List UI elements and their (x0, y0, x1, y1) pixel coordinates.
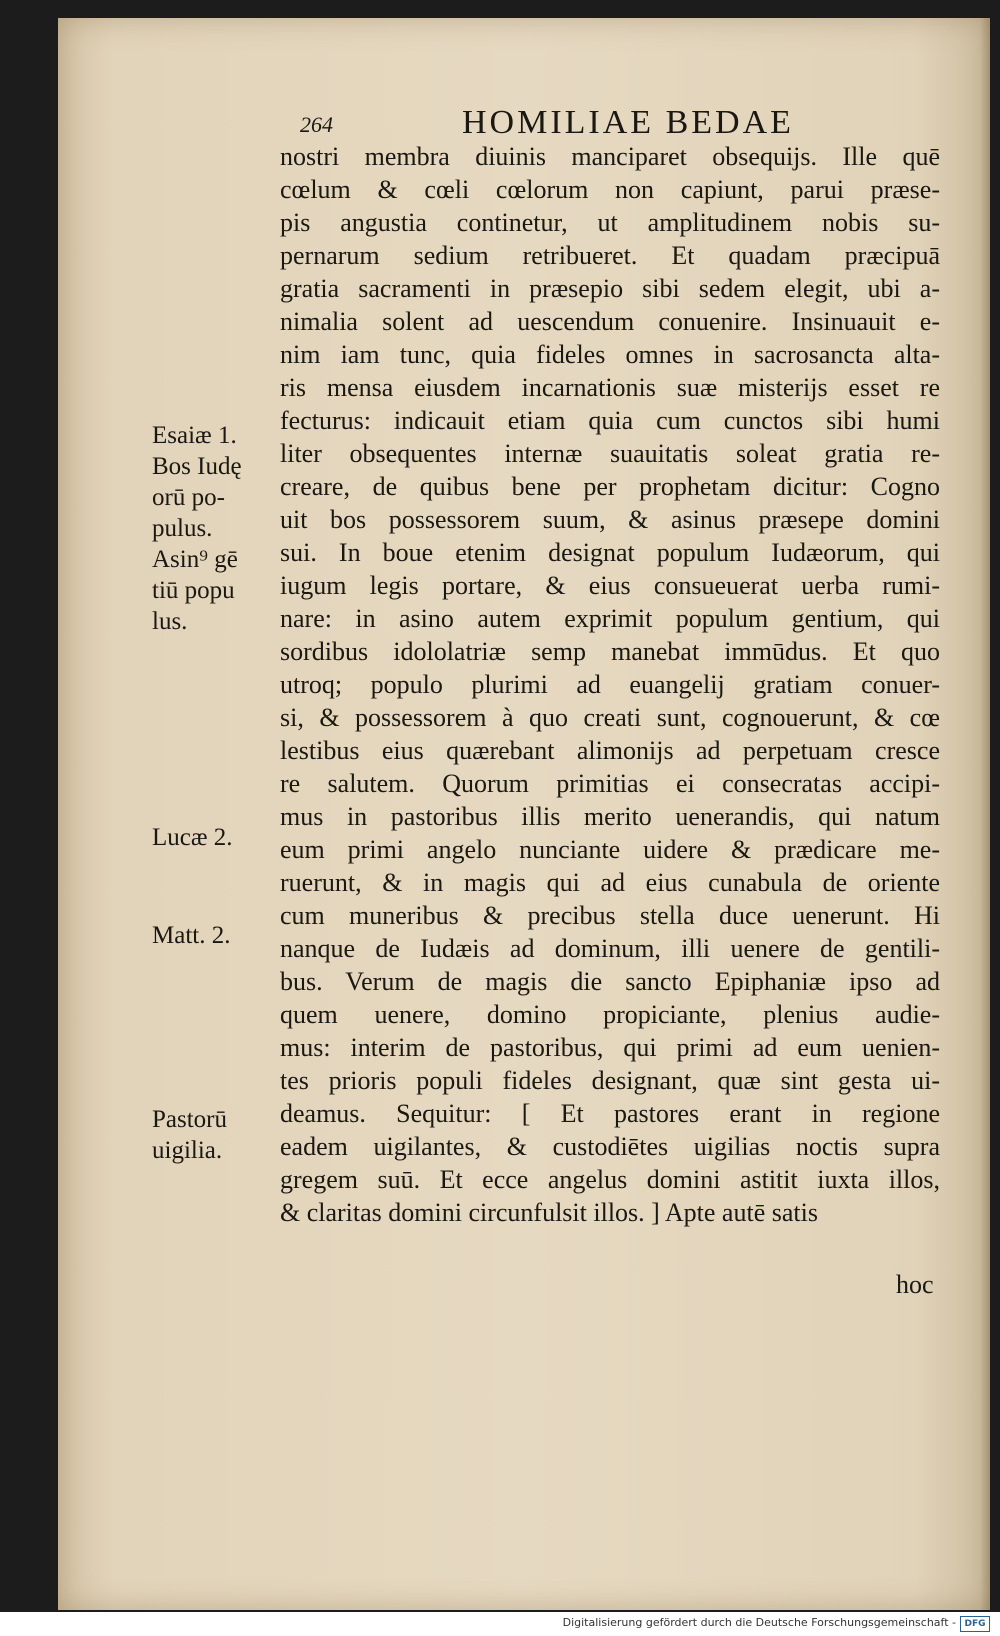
text-line: & claritas domini circunfulsit illos. ] Apte autē satis (280, 1198, 818, 1227)
text-line: pernarum sedium retribueret. Et quadam præcipuā (280, 241, 940, 270)
page-number: 264 (300, 112, 333, 137)
text-line: gregem suū. Et ecce angelus domini astitit iuxta illos, (280, 1165, 940, 1194)
body-text (280, 140, 940, 1229)
text-line: nim iam tunc, quia fideles omnes in sacrosancta alta- (280, 340, 940, 369)
margin-note-line: orū po- (152, 484, 225, 511)
text-line: pis angustia continetur, ut amplitudinem nobis su- (280, 208, 940, 237)
text-line: cœlum & cœli cœlorum non capiunt, parui præse- (280, 175, 940, 204)
margin-note-luke (152, 822, 270, 853)
dfg-logo-icon: DFG (960, 1616, 990, 1632)
text-line: lestibus eius quærebant alimonijs ad perpetuam cresce (280, 736, 940, 765)
footer-credit: Digitalisierung gefördert durch die Deutsche Forschungsgemeinschaft - (562, 1616, 956, 1629)
text-line: sui. In boue etenim designat populum Iudæorum, qui (280, 538, 940, 567)
page-header (300, 104, 860, 144)
text-line: ruerunt, & in magis qui ad eius cunabula de oriente (280, 868, 940, 897)
text-line: creare, de quibus bene per prophetam dicitur: Cogno (280, 472, 940, 501)
margin-note-esaias (152, 420, 270, 637)
margin-note-matthew (152, 920, 270, 951)
margin-note-line: uigilia. (152, 1137, 223, 1164)
margin-note-line: tiū popu (152, 577, 235, 604)
text-line: uit bos possessorem suum, & asinus præsepe domini (280, 505, 940, 534)
text-line: sordibus idololatriæ semp manebat immūdus. Et quo (280, 637, 940, 666)
text-line: gratia sacramenti in præsepio sibi sedem elegit, ubi a- (280, 274, 940, 303)
margin-note-pastorum (152, 1104, 270, 1166)
text-line: nanque de Iudæis ad dominum, illi uenere de gentili- (280, 934, 940, 963)
margin-note-line: Bos Iudę (152, 453, 242, 480)
text-line: eadem uigilantes, & custodiētes uigilias noctis supra (280, 1132, 940, 1161)
text-line: bus. Verum de magis die sancto Epiphaniæ ipso ad (280, 967, 940, 996)
text-line: eum primi angelo nunciante uidere & prædicare me- (280, 835, 940, 864)
text-line: iugum legis portare, & eius consueuerat uerba rumi- (280, 571, 940, 600)
text-line: re salutem. Quorum primitias ei consecratas accipi- (280, 769, 940, 798)
text-line: quem uenere, domino propiciante, plenius audie- (280, 1000, 940, 1029)
margin-note-line: Asin⁹ gē (152, 546, 238, 573)
text-line: cum muneribus & precibus stella duce uenerunt. Hi (280, 901, 940, 930)
margin-note-line: Lucæ 2. (152, 824, 233, 851)
text-line: si, & possessorem à quo creati sunt, cognouerunt, & cœ (280, 703, 940, 732)
running-title: HOMILIAE BEDAE (462, 104, 794, 141)
text-line: nare: in asino autem exprimit populum gentium, qui (280, 604, 940, 633)
margin-note-line: Esaiæ 1. (152, 422, 237, 449)
catchword: hoc (896, 1270, 934, 1299)
margin-note-line: lus. (152, 608, 188, 635)
margin-note-line: Matt. 2. (152, 922, 231, 949)
page-edge-shadow (980, 18, 990, 1610)
margin-note-line: Pastorū (152, 1106, 227, 1133)
margin-note-line: pulus. (152, 515, 213, 542)
text-line: mus in pastoribus illis merito uenerandis, qui natum (280, 802, 940, 831)
text-line: nostri membra diuinis manciparet obsequijs. Ille quē (280, 142, 940, 171)
footer-bar (0, 1612, 1000, 1636)
text-line: liter obsequentes internæ suauitatis soleat gratia re- (280, 439, 940, 468)
text-line: deamus. Sequitur: [ Et pastores erant in regione (280, 1099, 940, 1128)
text-line: utroq; populo plurimi ad euangelij gratiam conuer- (280, 670, 940, 699)
text-line: nimalia solent ad uescendum conuenire. Insinuauit e- (280, 307, 940, 336)
text-line: fecturus: indicauit etiam quia cum cunctos sibi humi (280, 406, 940, 435)
text-line: mus: interim de pastoribus, qui primi ad eum uenien- (280, 1033, 940, 1062)
text-line: ris mensa eiusdem incarnationis suæ misterijs esset re (280, 373, 940, 402)
text-line: tes prioris populi fideles designant, quæ sint gesta ui- (280, 1066, 940, 1095)
